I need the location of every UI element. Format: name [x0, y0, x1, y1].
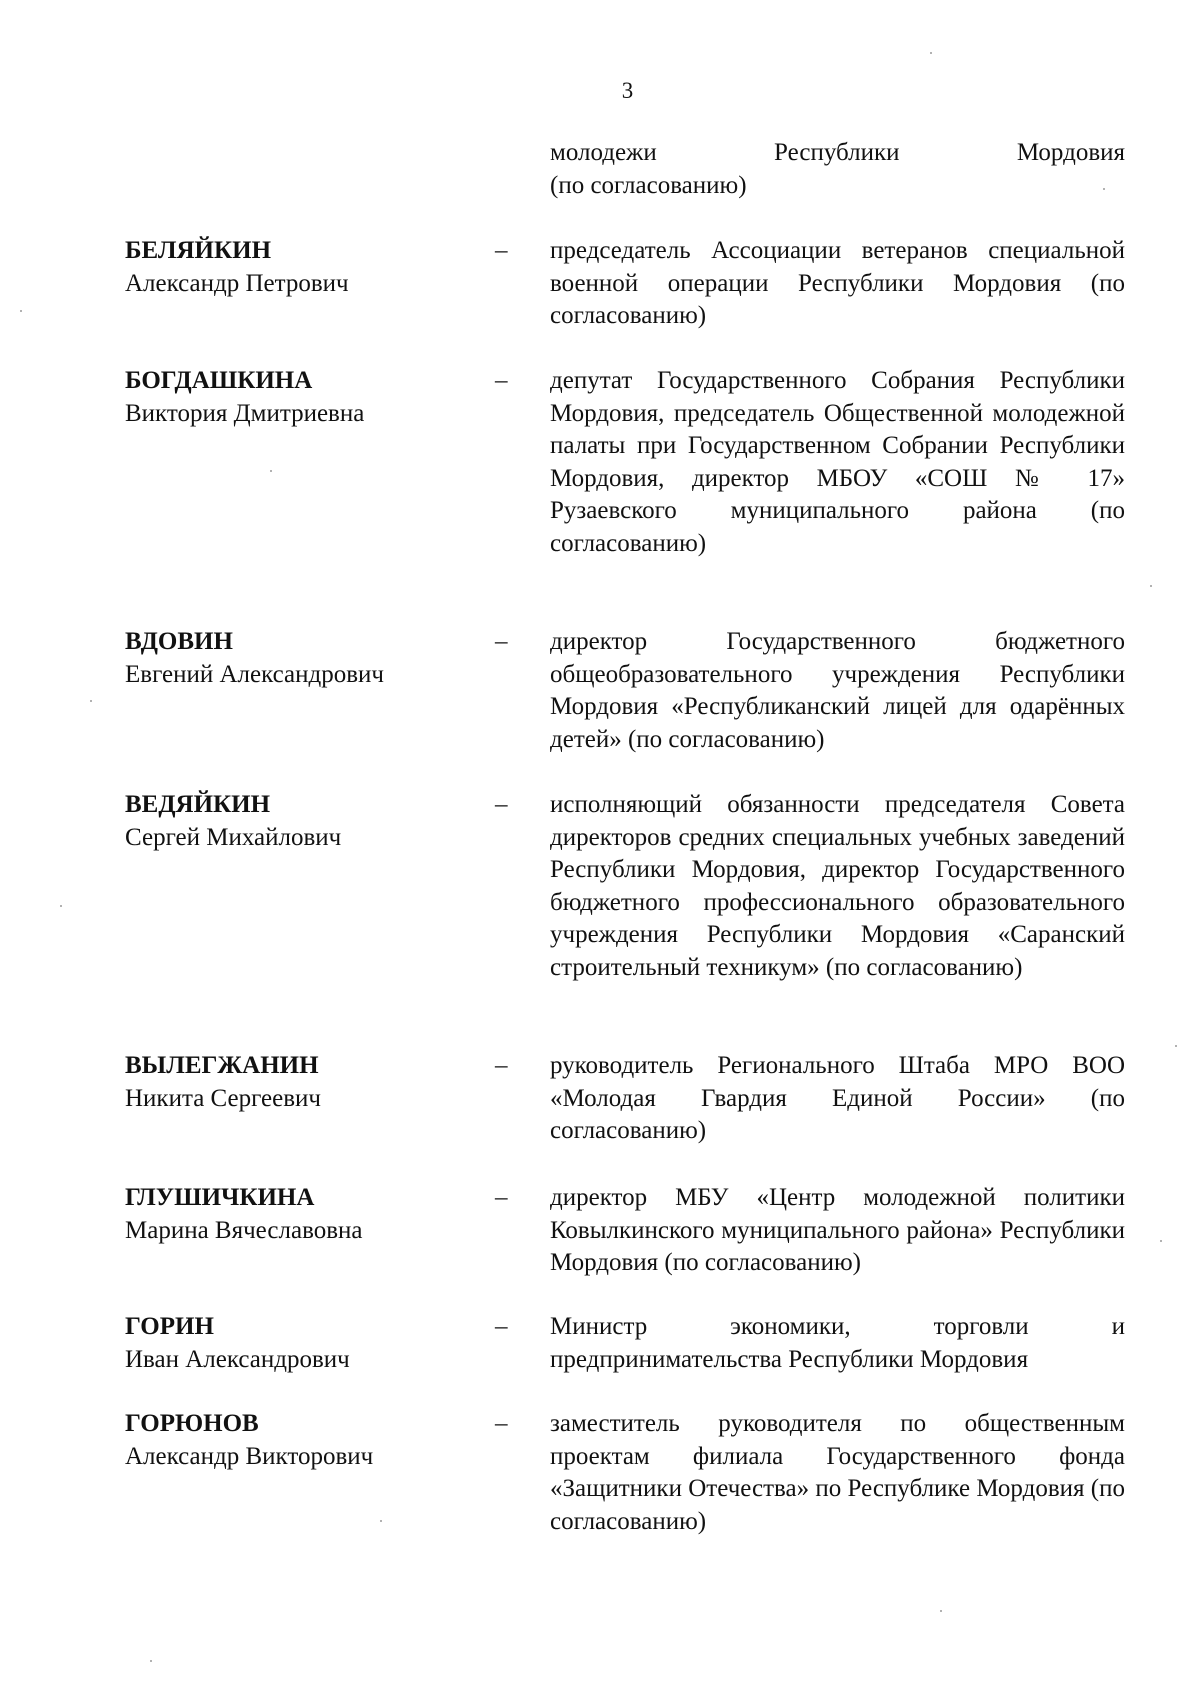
member-position: директор Государственного бюджетного общеобразовательного учреждения Республики Мордовия «Республиканский лицей для одарённых детей» (по согласованию) [550, 628, 1125, 753]
member-position: заместитель руководителя по общественным проектам филиала Государственного фонда «Защитники Отечества» по Республике Мордовия (по согласованию) [550, 1410, 1125, 1535]
scan-speck [380, 1520, 382, 1522]
page-number: 3 [621, 78, 634, 103]
continuation-line-2: (по согласованию) [550, 171, 747, 199]
member-name-block [125, 1182, 485, 1247]
member-surname: ВЕДЯЙКИН [125, 791, 271, 818]
member-position: руководитель Регионального Штаба МРО ВОО «Молодая Гвардия Единой России» (по согласованию) [550, 1052, 1125, 1144]
scan-speck [90, 700, 92, 702]
member-surname: БЕЛЯЙКИН [125, 237, 272, 264]
member-given-names: Александр Викторович [125, 1442, 374, 1470]
scan-speck [1150, 585, 1152, 587]
member-given-names: Марина Вячеславовна [125, 1216, 363, 1244]
member-name-block [125, 626, 485, 691]
member-given-names: Сергей Михайлович [125, 823, 342, 851]
member-position: депутат Государственного Собрания Республики Мордовия, председатель Общественной молодежной палаты при Государственном Собрании Республики Мордовия, директор МБОУ «СОШ № 17» Рузаевского муниципального района (по согласованию) [550, 367, 1125, 557]
scan-speck [1103, 188, 1105, 190]
member-given-names: Никита Сергеевич [125, 1084, 321, 1112]
member-given-names: Евгений Александрович [125, 660, 384, 688]
member-position: исполняющий обязанности председателя Совета директоров средних специальных учебных заведений Республики Мордовия, директор Государственного бюджетного профессионального образовательного учреждения Республики Мордовия «Саранский строительный техникум» (по согласованию) [550, 791, 1125, 981]
member-given-names: Виктория Дмитриевна [125, 399, 365, 427]
continuation-text [550, 137, 1125, 202]
member-name-block [125, 789, 485, 854]
member-position: председатель Ассоциации ветеранов специальной военной операции Республики Мордовия (по согласованию) [550, 237, 1125, 329]
dash-separator: – [495, 367, 508, 394]
dash-separator: – [495, 791, 508, 818]
member-name-block [125, 1408, 485, 1473]
member-surname: ГЛУШИЧКИНА [125, 1184, 315, 1211]
member-surname: ВДОВИН [125, 628, 233, 655]
scan-speck [930, 52, 932, 54]
dash-separator: – [495, 1052, 508, 1079]
member-name-block [125, 1050, 485, 1115]
member-name-block [125, 365, 485, 430]
member-name-block [125, 235, 485, 300]
member-surname: ГОРЮНОВ [125, 1410, 259, 1437]
dash-separator: – [495, 1184, 508, 1211]
dash-separator: – [495, 237, 508, 264]
scan-speck [60, 905, 62, 907]
scan-speck [940, 1610, 942, 1612]
member-surname: ГОРИН [125, 1313, 214, 1340]
dash-separator: – [495, 1410, 508, 1437]
member-position: Министр экономики, торговли и предпринимательства Республики Мордовия [550, 1313, 1125, 1373]
dash-separator: – [495, 628, 508, 655]
member-name-block [125, 1311, 485, 1376]
member-given-names: Иван Александрович [125, 1345, 350, 1373]
member-surname: ВЫЛЕГЖАНИН [125, 1052, 319, 1079]
scan-speck [1175, 1045, 1177, 1047]
scan-speck [20, 310, 22, 312]
member-position: директор МБУ «Центр молодежной политики Ковылкинского муниципального района» Республики Мордовия (по согласованию) [550, 1184, 1125, 1276]
scan-speck [150, 1660, 152, 1662]
member-surname: БОГДАШКИНА [125, 367, 313, 394]
scan-speck [1160, 1240, 1162, 1242]
scan-speck [270, 470, 272, 472]
continuation-line-1: молодежи Республики Мордовия [550, 139, 1125, 166]
dash-separator: – [495, 1313, 508, 1340]
member-given-names: Александр Петрович [125, 269, 349, 297]
